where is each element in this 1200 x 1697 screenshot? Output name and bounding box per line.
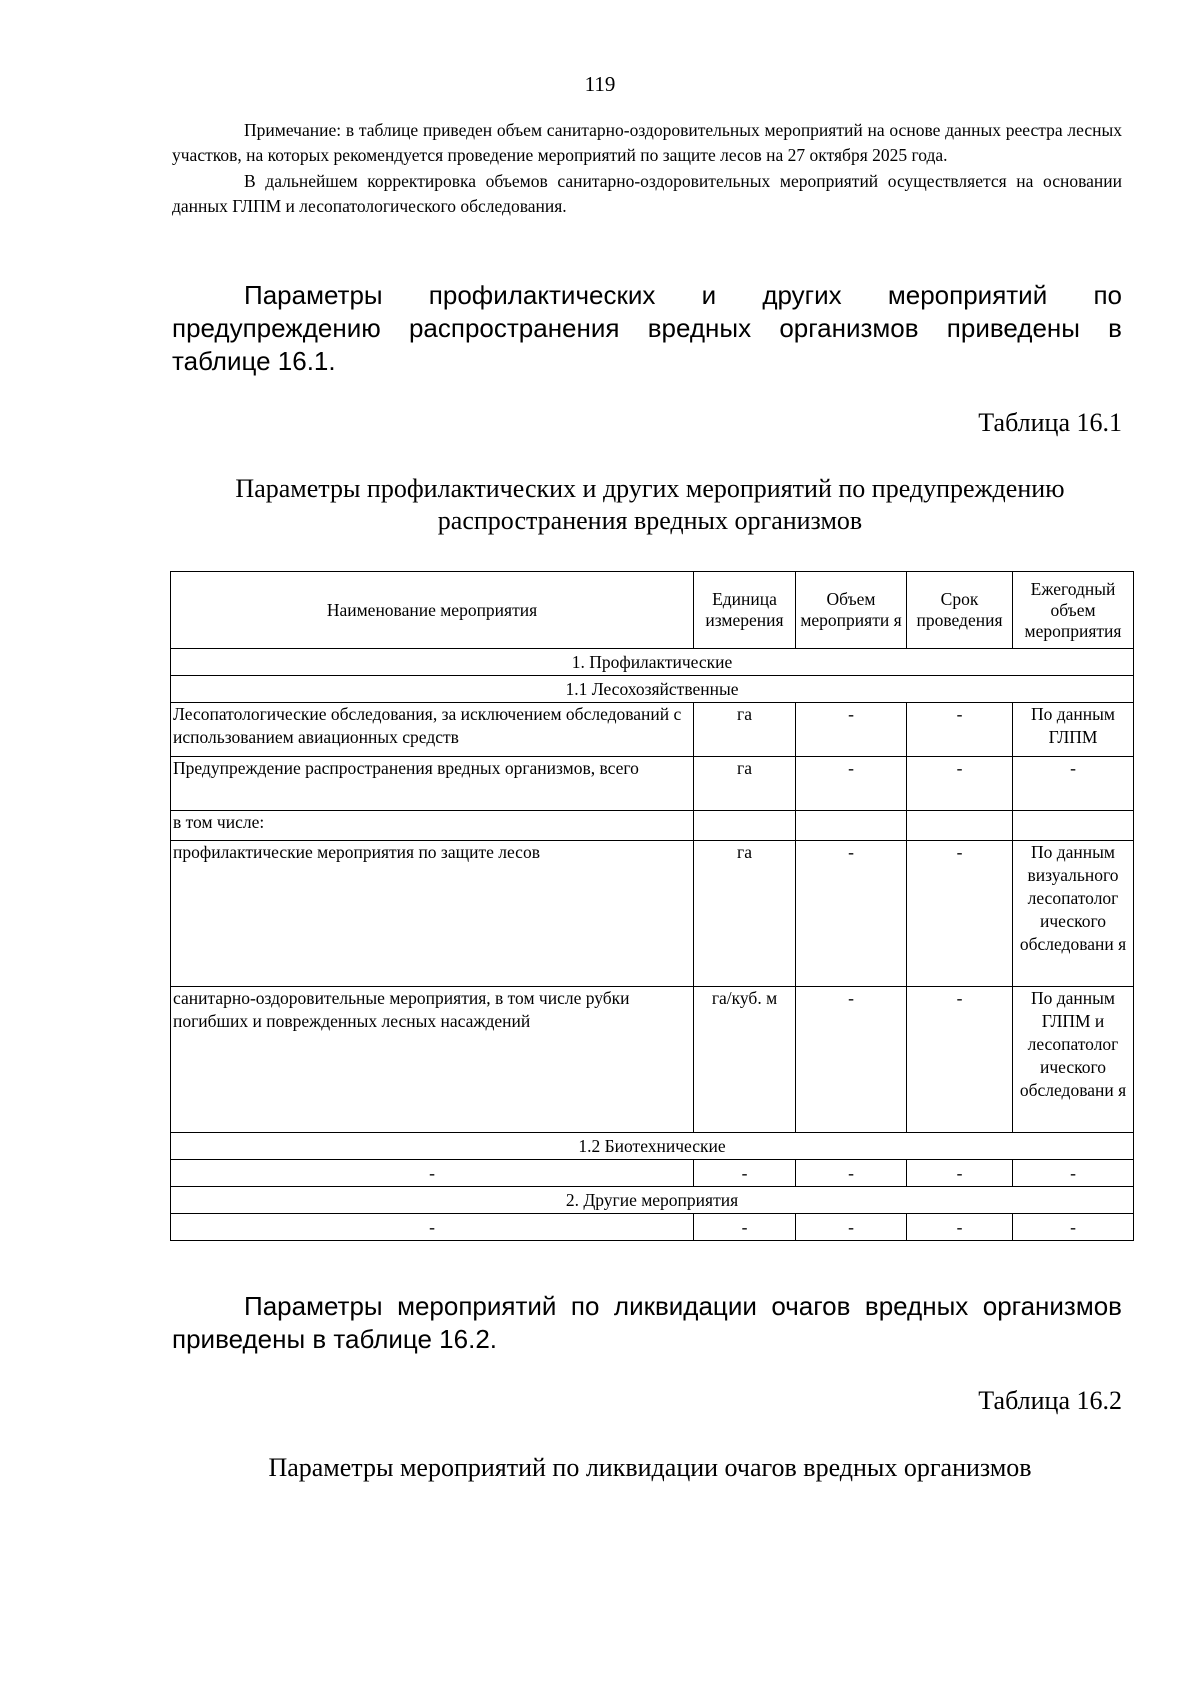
section-row bbox=[171, 1133, 1134, 1160]
cell-annual: - bbox=[1013, 757, 1134, 811]
section-row bbox=[171, 649, 1134, 676]
cell-volume: - bbox=[796, 841, 907, 987]
table-row bbox=[171, 757, 1134, 811]
cell-volume bbox=[796, 811, 907, 841]
cell-annual: - bbox=[1013, 1214, 1134, 1241]
table-note bbox=[172, 118, 1122, 219]
table-row bbox=[171, 987, 1134, 1133]
cell-term: - bbox=[907, 757, 1013, 811]
cell-annual: По данным визуального лесопатолог ического обследовани я bbox=[1013, 841, 1134, 987]
header-term: Срок проведения bbox=[907, 572, 1013, 649]
cell-name: Лесопатологические обследования, за исключением обследований с использованием авиационных средств bbox=[171, 703, 694, 757]
cell-term bbox=[907, 811, 1013, 841]
intro-162-line-1: Параметры мероприятий по ликвидации очагов вредных организмов bbox=[244, 1291, 1122, 1321]
intro-paragraph-16-2 bbox=[172, 1290, 1122, 1356]
cell-volume: - bbox=[796, 987, 907, 1133]
cell-annual: По данным ГЛПМ bbox=[1013, 703, 1134, 757]
table-row bbox=[171, 703, 1134, 757]
page-number: 119 bbox=[584, 72, 616, 96]
note-paragraph-2: В дальнейшем корректировка объемов санитарно-оздоровительных мероприятий осуществляется на основании данных ГЛПМ и лесопатологического обследования. bbox=[172, 171, 1122, 216]
cell-annual: По данным ГЛПМ и лесопатолог ического обследовани я bbox=[1013, 987, 1134, 1133]
cell-unit: га bbox=[694, 703, 796, 757]
cell-term: - bbox=[907, 1160, 1013, 1187]
cell-unit: га/куб. м bbox=[694, 987, 796, 1133]
section-biotechnical: 1.2 Биотехнические bbox=[171, 1133, 1134, 1160]
header-annual: Ежегодный объем мероприятия bbox=[1013, 572, 1134, 649]
cell-unit bbox=[694, 811, 796, 841]
table-row bbox=[171, 1214, 1134, 1241]
table-16-1-title bbox=[150, 473, 1150, 537]
section-forestry: 1.1 Лесохозяйственные bbox=[171, 676, 1134, 703]
cell-unit: га bbox=[694, 841, 796, 987]
header-name: Наименование мероприятия bbox=[171, 572, 694, 649]
cell-term: - bbox=[907, 987, 1013, 1133]
intro-161-line-1: Параметры профилактических и других мероприятий по bbox=[244, 280, 1122, 310]
table-16-2-title: Параметры мероприятий по ликвидации очагов вредных организмов bbox=[268, 1453, 1032, 1482]
cell-name: - bbox=[171, 1160, 694, 1187]
section-preventive: 1. Профилактические bbox=[171, 649, 1134, 676]
table-16-1-label: Таблица 16.1 bbox=[978, 408, 1122, 437]
table-header-row bbox=[171, 572, 1134, 649]
section-other: 2. Другие мероприятия bbox=[171, 1187, 1134, 1214]
cell-unit: - bbox=[694, 1214, 796, 1241]
table-16-2-label: Таблица 16.2 bbox=[978, 1386, 1122, 1415]
header-volume: Объем мероприяти я bbox=[796, 572, 907, 649]
cell-term: - bbox=[907, 703, 1013, 757]
cell-volume: - bbox=[796, 703, 907, 757]
table-row bbox=[171, 1160, 1134, 1187]
cell-name: профилактические мероприятия по защите лесов bbox=[171, 841, 694, 987]
table-16-1-title-line-2: распространения вредных организмов bbox=[437, 506, 863, 535]
cell-volume: - bbox=[796, 1214, 907, 1241]
intro-paragraph-16-1 bbox=[172, 279, 1122, 378]
cell-name: Предупреждение распространения вредных организмов, всего bbox=[171, 757, 694, 811]
cell-name: санитарно-оздоровительные мероприятия, в том числе рубки погибших и поврежденных лесных насаждений bbox=[171, 987, 694, 1133]
cell-unit: га bbox=[694, 757, 796, 811]
cell-term: - bbox=[907, 1214, 1013, 1241]
cell-annual bbox=[1013, 811, 1134, 841]
cell-name: в том числе: bbox=[171, 811, 694, 841]
table-row bbox=[171, 841, 1134, 987]
cell-volume: - bbox=[796, 757, 907, 811]
table-16-1 bbox=[170, 571, 1134, 1241]
cell-unit: - bbox=[694, 1160, 796, 1187]
intro-162-rest: приведены в таблице 16.2. bbox=[172, 1324, 498, 1354]
cell-term: - bbox=[907, 841, 1013, 987]
table-row bbox=[171, 811, 1134, 841]
cell-volume: - bbox=[796, 1160, 907, 1187]
cell-annual: - bbox=[1013, 1160, 1134, 1187]
header-unit: Единица измерения bbox=[694, 572, 796, 649]
section-row bbox=[171, 1187, 1134, 1214]
intro-161-rest: предупреждению распространения вредных организмов приведены в таблице 16.1. bbox=[172, 313, 1122, 376]
cell-name: - bbox=[171, 1214, 694, 1241]
table-16-1-title-line-1: Параметры профилактических и других мероприятий по предупреждению bbox=[235, 474, 1065, 503]
note-paragraph-1: Примечание: в таблице приведен объем санитарно-оздоровительных мероприятий на основе данных реестра лесных участков, на которых рекомендуется проведение мероприятий по защите лесов на 27 октября 2025 года. bbox=[172, 120, 1122, 165]
section-row bbox=[171, 676, 1134, 703]
